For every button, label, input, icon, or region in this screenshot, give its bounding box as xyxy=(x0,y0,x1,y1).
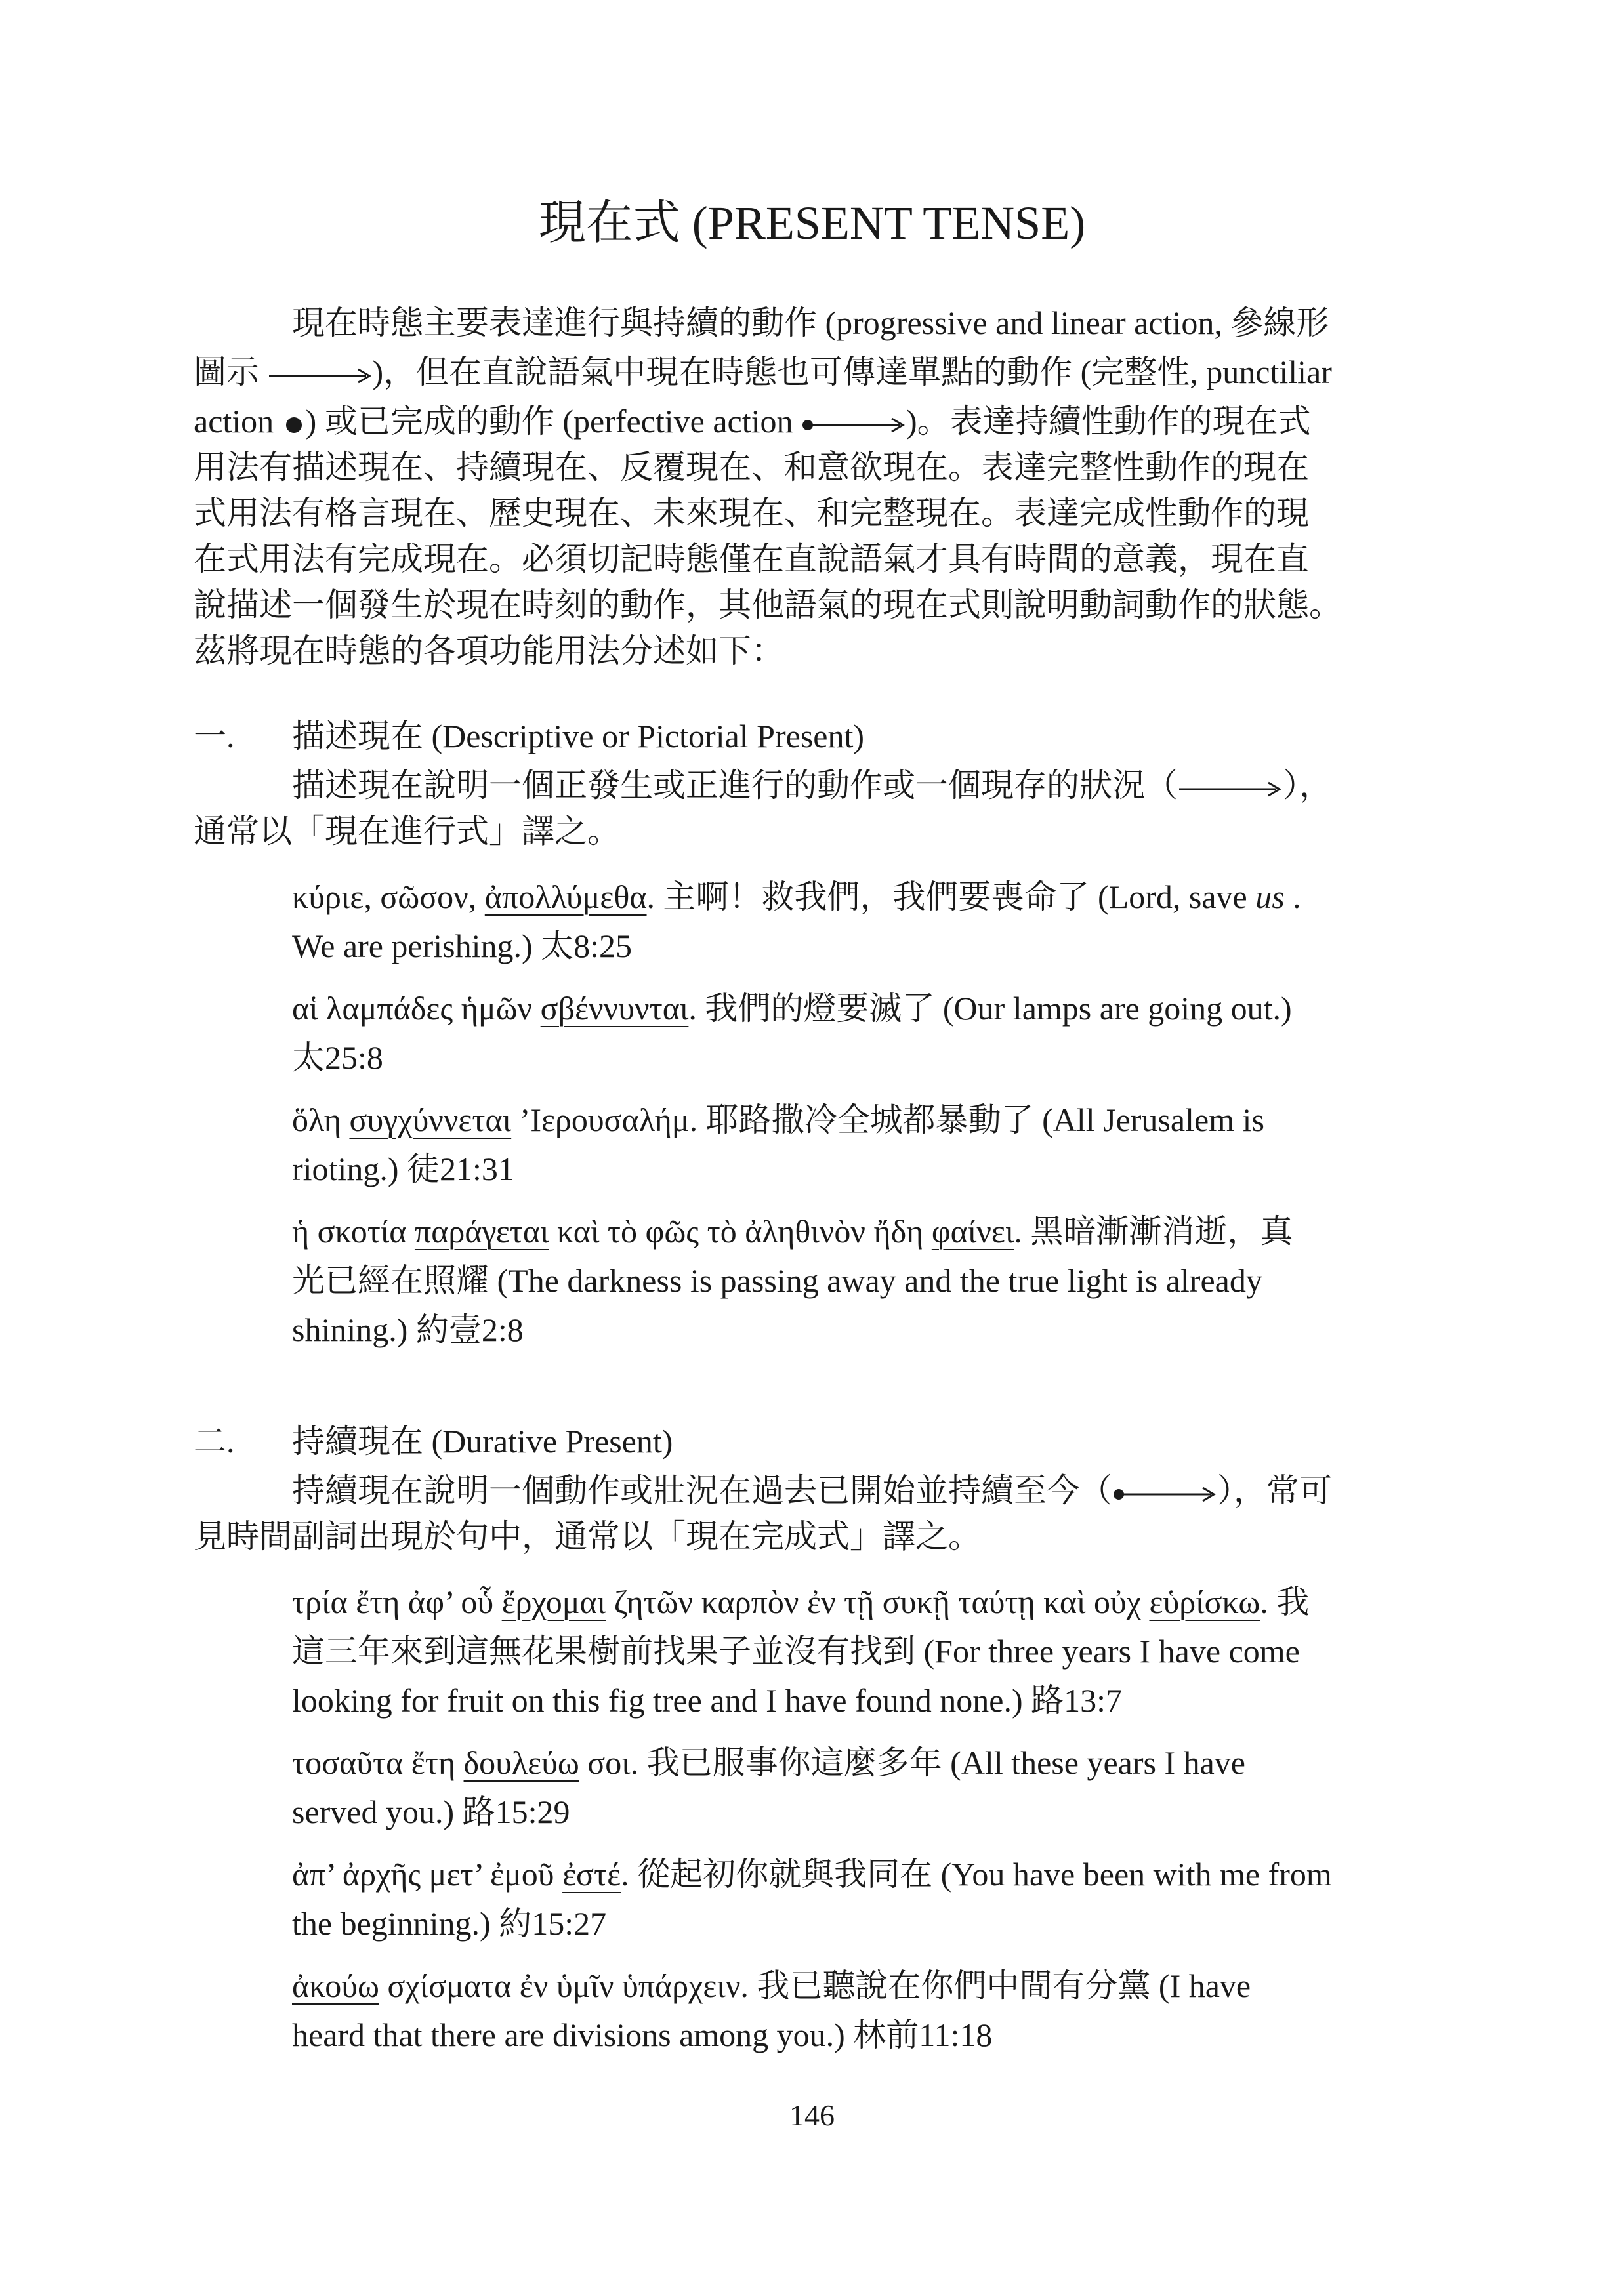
intro-line-5: 式用法有格言現在、歷史現在、未來現在、和完整現在。表達完成性動作的現 xyxy=(194,495,1309,531)
intro-line-6: 在式用法有完成現在。必須切記時態僅在直說語氣才具有時間的意義，現在直 xyxy=(194,541,1309,577)
description-text: 描述現在說明一個正發生或正進行的動作或一個現存的狀況（ xyxy=(292,767,1178,804)
verb-underlined: ἀκούω xyxy=(292,1967,379,2004)
verb-underlined: συγχύννεται xyxy=(349,1101,512,1138)
linear-arrow-icon xyxy=(268,366,373,386)
example-1-3-line-1 xyxy=(292,1096,1264,1145)
section-1-number: 一. xyxy=(194,718,235,754)
greek-text: καὶ τὸ φῶς τὸ ἀληθινὸν ἤδη xyxy=(549,1213,932,1250)
example-1-3-line-2: rioting.) 徒21:31 xyxy=(292,1151,514,1187)
section-2-number: 二. xyxy=(194,1423,235,1460)
example-1-1-line-2: We are perishing.) 太8:25 xyxy=(292,928,633,964)
page-number: 146 xyxy=(789,2099,835,2132)
description-text: ）， xyxy=(1283,767,1332,804)
example-1-2-line-1 xyxy=(292,984,1292,1033)
verb-underlined: παράγεται xyxy=(414,1213,549,1250)
intro-text: )。表達持續性動作的現在式 xyxy=(906,403,1311,440)
example-2-2-line-2: served you.) 路15:29 xyxy=(292,1794,570,1830)
intro-text: ) 或已完成的動作 (perfective action xyxy=(305,403,801,440)
description-text: 持續現在說明一個動作或壯況在過去已開始並持續至今（ xyxy=(292,1472,1112,1509)
intro-line-7: 說描述一個發生於現在時刻的動作，其他語氣的現在式則說明動詞動作的狀態。 xyxy=(194,586,1342,623)
example-1-4-line-2: 光已經在照耀 (The darkness is passing away and the true light is already xyxy=(292,1262,1262,1299)
example-1-4-line-3: shining.) 約壹2:8 xyxy=(292,1311,524,1348)
intro-line-4: 用法有描述現在、持續現在、反覆現在、和意欲現在。表達完整性動作的現在 xyxy=(194,449,1309,485)
section-1-description-2: 通常以「現在進行式」譯之。 xyxy=(194,813,620,850)
intro-text: )，但在直說語氣中現在時態也可傳達單點的動作 (完整性, punctiliar xyxy=(372,354,1332,390)
section-2-description-2: 見時間副詞出現於句中，通常以「現在完成式」譯之。 xyxy=(194,1518,981,1555)
verb-underlined: φαίνει xyxy=(931,1213,1014,1250)
section-2-heading: 持續現在 (Durative Present) xyxy=(292,1423,673,1460)
example-2-1-line-2: 這三年來到這無花果樹前找果子並沒有找到 (For three years I have come xyxy=(292,1633,1300,1670)
greek-text: ζητῶν καρπὸν ἐν τῇ συκῇ ταύτῃ καὶ οὐχ xyxy=(606,1584,1150,1620)
intro-line-1: 現在時態主要表達進行與持續的動作 (progressive and linear action, 參線形 xyxy=(292,304,1329,341)
intro-line-8: 茲將現在時態的各項功能用法分述如下： xyxy=(194,632,784,669)
example-2-4-line-2: heard that there are divisions among you.) 林前11:18 xyxy=(292,2017,993,2053)
example-text: ’Ιερουσαλήμ. 耶路撒冷全城都暴動了 (All Jerusalem is xyxy=(511,1101,1264,1138)
example-text: . 從起初你就與我同在 (You have been with me from xyxy=(621,1856,1332,1893)
verb-underlined: εὑρίσκω xyxy=(1149,1584,1260,1620)
example-text: σοι. 我已服事你這麼多年 (All these years I have xyxy=(579,1744,1245,1781)
example-text: . 我們的燈要滅了 (Our lamps are going out.) xyxy=(688,990,1292,1027)
greek-text: αἱ λαμπάδες ἡμῶν xyxy=(292,990,541,1027)
greek-text: τρία ἔτη ἀφ’ οὗ xyxy=(292,1584,502,1620)
perfective-arrow-icon xyxy=(801,415,906,435)
verb-underlined: δουλεύω xyxy=(463,1744,579,1781)
linear-arrow-icon xyxy=(1178,779,1283,799)
example-2-3-line-1 xyxy=(292,1850,1332,1899)
italic-text: us xyxy=(1255,878,1285,915)
example-1-1-line-1 xyxy=(292,872,1301,922)
example-text: . 黑暗漸漸消逝，真 xyxy=(1014,1213,1293,1250)
page-title: 現在式 (PRESENT TENSE) xyxy=(538,197,1086,249)
verb-underlined: ἔρχομαι xyxy=(501,1584,606,1620)
example-text: σχίσματα ἐν ὑμῖν ὑπάρχειν. 我已聽說在你們中間有分黨 (I have xyxy=(379,1967,1251,2004)
greek-text: ὅλη xyxy=(292,1101,350,1138)
intro-text: 圖示 xyxy=(194,354,268,390)
perfective-arrow-icon xyxy=(1112,1485,1217,1504)
greek-text: ἡ σκοτία xyxy=(292,1213,415,1250)
greek-text: τοσαῦτα ἔτη xyxy=(292,1744,464,1781)
example-1-4-line-1 xyxy=(292,1207,1293,1256)
example-text: . xyxy=(1284,878,1301,915)
greek-text: ἀπ’ ἀρχῆς μετ’ ἐμοῦ xyxy=(292,1856,563,1893)
example-2-2-line-1 xyxy=(292,1738,1245,1788)
greek-text: κύριε, σῶσον, xyxy=(292,878,485,915)
verb-underlined: ἀπολλύμεθα xyxy=(484,878,647,915)
example-2-1-line-1 xyxy=(292,1578,1309,1627)
verb-underlined: ἐστέ xyxy=(562,1856,621,1893)
example-2-3-line-2: the beginning.) 約15:27 xyxy=(292,1905,607,1942)
section-1-heading: 描述現在 (Descriptive or Pictorial Present) xyxy=(292,718,865,754)
example-text: . 主啊！救我們，我們要喪命了 (Lord, save xyxy=(646,878,1256,915)
verb-underlined: σβέννυνται xyxy=(540,990,689,1027)
example-2-1-line-3: looking for fruit on this fig tree and I have found none.) 路13:7 xyxy=(292,1682,1122,1719)
intro-text: action xyxy=(194,403,282,440)
intro-line-2 xyxy=(194,348,1332,397)
section-2-description xyxy=(292,1466,1332,1515)
example-1-2-line-2: 太25:8 xyxy=(292,1039,383,1076)
example-text: . 我 xyxy=(1260,1584,1310,1620)
intro-line-3 xyxy=(194,397,1311,446)
punctiliar-dot-icon xyxy=(282,415,306,435)
section-1-description xyxy=(292,761,1332,810)
description-text: ），常可 xyxy=(1217,1472,1332,1509)
example-2-4-line-1 xyxy=(292,1961,1251,2011)
